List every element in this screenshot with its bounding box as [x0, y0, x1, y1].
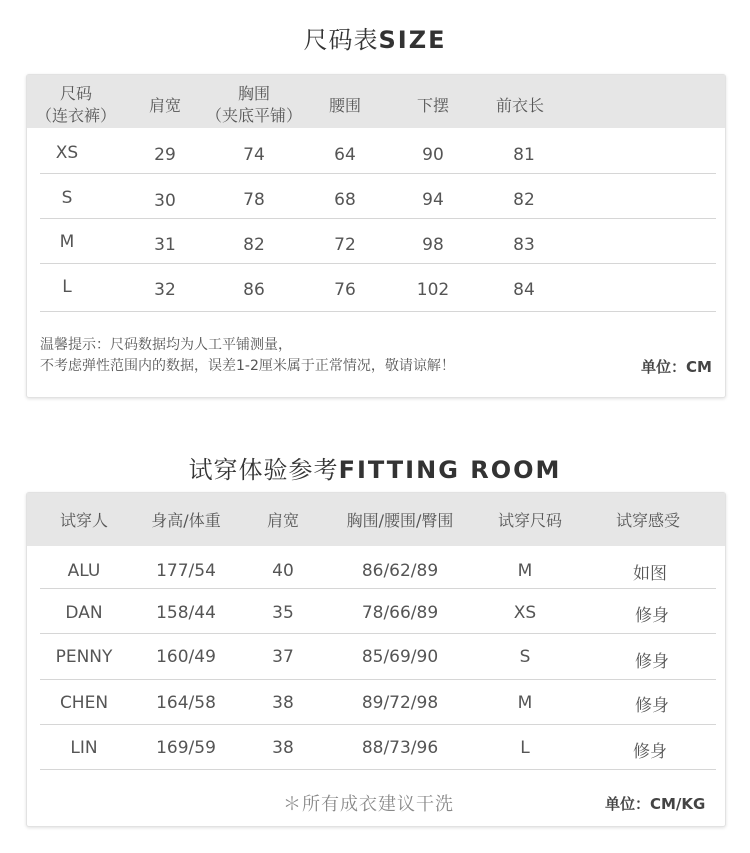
size-cell: L	[62, 277, 72, 297]
size-cell: 82	[243, 235, 265, 255]
fit-cell: 89/72/98	[361, 693, 439, 713]
row-divider	[40, 769, 716, 770]
fit-cell: LIN	[70, 738, 98, 758]
size-header-length: 前衣长	[495, 96, 545, 115]
fit-cell: CHEN	[59, 693, 109, 713]
size-chart-title	[0, 20, 750, 55]
size-cell: 84	[513, 280, 535, 300]
size-cell: 82	[513, 190, 535, 210]
size-cell: XS	[55, 143, 79, 163]
fit-cell: 164/58	[156, 693, 216, 713]
size-cell: 98	[422, 235, 444, 255]
size-title-en: SIZE	[378, 26, 447, 54]
size-cell: 81	[513, 145, 535, 165]
fit-cell: 78/66/89	[361, 603, 439, 623]
fit-header-measurements: 胸围/腰围/臀围	[346, 511, 454, 530]
size-header-shoulder: 肩宽	[148, 96, 182, 115]
fit-cell: M	[517, 693, 533, 713]
size-table-header	[27, 75, 725, 128]
row-divider	[40, 218, 716, 219]
size-cell: 86	[243, 280, 265, 300]
size-cell: 30	[154, 191, 176, 211]
size-cell: 74	[243, 145, 265, 165]
size-title-cn: 尺码表	[303, 26, 379, 54]
fit-header-shoulder: 肩宽	[266, 511, 300, 530]
dry-clean-note: ＊所有成衣建议干洗	[283, 794, 454, 815]
fit-cell: ALU	[67, 561, 101, 581]
size-header-size: 尺码 （连衣裤）	[35, 84, 117, 125]
fitting-title-cn: 试穿体验参考	[188, 456, 339, 484]
size-cell: 64	[334, 145, 356, 165]
row-divider	[40, 633, 716, 634]
size-header-chest: 胸围 （夹底平铺）	[205, 84, 303, 125]
fit-cell: XS	[513, 603, 537, 623]
size-cell: 31	[154, 235, 176, 255]
size-cell: 78	[243, 190, 265, 210]
fit-cell: 修身	[633, 742, 667, 762]
fit-cell: 85/69/90	[361, 647, 439, 667]
fit-cell: 修身	[635, 696, 669, 716]
size-header-hem: 下摆	[416, 96, 450, 115]
fit-cell: 169/59	[156, 738, 216, 758]
fit-cell: 38	[272, 693, 294, 713]
measurement-note: 温馨提示：尺码数据均为人工平铺测量， 不考虑弹性范围内的数据，误差1-2厘米属于正常情况，敬请谅解！	[40, 337, 455, 374]
row-divider	[40, 263, 716, 264]
fit-cell: L	[520, 738, 530, 758]
size-cell: S	[61, 188, 73, 208]
size-cell: 94	[422, 190, 444, 210]
size-cell: 83	[513, 235, 535, 255]
fit-cell: 38	[272, 738, 294, 758]
fit-header-feeling: 试穿感受	[615, 511, 681, 530]
fit-cell: 35	[272, 603, 294, 623]
fit-cell: 37	[272, 647, 294, 667]
fit-header-tester: 试穿人	[59, 511, 109, 530]
fit-header-height-weight: 身高/体重	[151, 511, 221, 530]
fit-cell: 86/62/89	[361, 561, 439, 581]
row-divider	[40, 311, 716, 312]
size-cell: 32	[154, 280, 176, 300]
row-divider	[40, 173, 716, 174]
fitting-title-en: FITTING ROOM	[338, 456, 562, 484]
size-cell: 29	[154, 145, 176, 165]
size-cell: 102	[416, 280, 450, 300]
fitting-room-title	[0, 450, 750, 485]
fit-cell: 如图	[633, 564, 667, 584]
size-cell: 90	[422, 145, 444, 165]
size-cell: 72	[334, 235, 356, 255]
fit-cell: PENNY	[55, 647, 113, 667]
fit-header-size: 试穿尺码	[497, 511, 563, 530]
size-cell: 68	[334, 190, 356, 210]
fit-cell: M	[517, 561, 533, 581]
size-table-card	[26, 74, 726, 398]
row-divider	[40, 588, 716, 589]
fitting-table-card	[26, 492, 726, 827]
fit-cell: 修身	[635, 652, 669, 672]
fitting-unit-label: 单位：CM/KG	[605, 795, 706, 813]
size-header-waist: 腰围	[328, 96, 362, 115]
size-cell: M	[59, 232, 75, 252]
fit-cell: 160/49	[156, 647, 216, 667]
row-divider	[40, 724, 716, 725]
fit-cell: 88/73/96	[361, 738, 439, 758]
fit-cell: S	[519, 647, 531, 667]
fit-cell: 修身	[635, 606, 669, 626]
fit-cell: 177/54	[156, 561, 216, 581]
fit-cell: DAN	[65, 603, 103, 623]
fit-cell: 158/44	[156, 603, 216, 623]
fitting-table-header	[27, 493, 725, 546]
row-divider	[40, 679, 716, 680]
fit-cell: 40	[272, 561, 294, 581]
size-unit-label: 单位：CM	[641, 358, 712, 376]
size-cell: 76	[334, 280, 356, 300]
